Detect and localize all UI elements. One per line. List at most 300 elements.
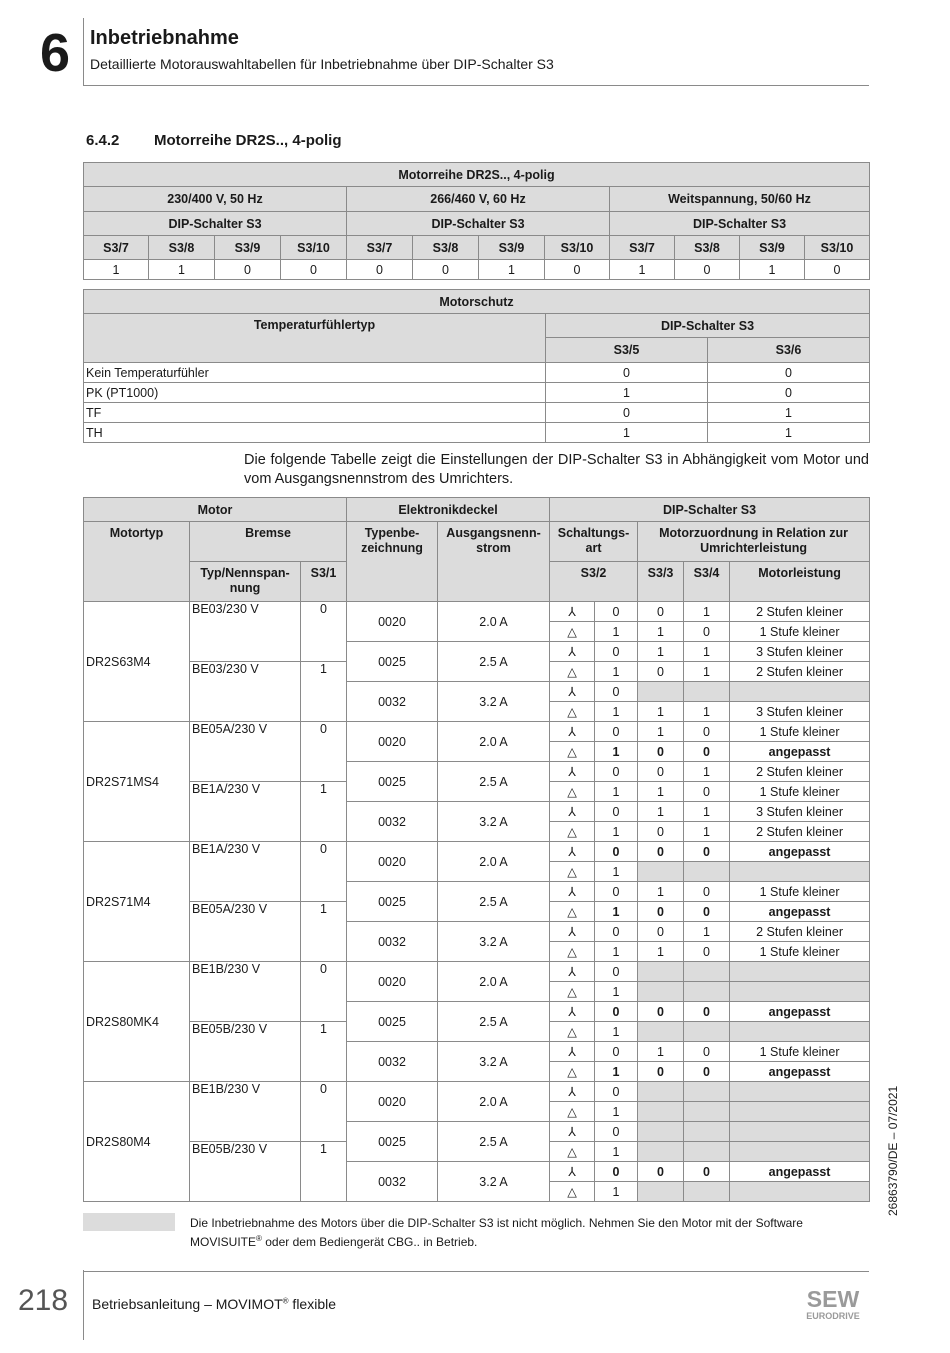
s32-cell: 0 [595,922,638,942]
s33-cell: 1 [638,942,684,962]
value-cell: 0 [347,260,413,280]
col-header: S3/10 [281,236,347,260]
star-connection-icon: ⅄ [550,1002,595,1022]
value-cell: 0 [708,383,870,403]
delta-connection-icon: △ [550,902,595,922]
motorschutz-title: Motorschutz [84,290,870,314]
intro-paragraph: Die folgende Tabelle zeigt die Einstellungen der DIP-Schalter S3 in Abhängigkeit vom Motor und vom Ausgangsnennstrom des Umrichters. [244,452,869,487]
logo-sub: EURODRIVE [806,1311,860,1321]
motorleistung-cell [730,1102,870,1122]
brake-type-cell: BE03/230 V [190,662,301,722]
value-cell: 0 [708,363,870,383]
value-cell: 0 [281,260,347,280]
registered-mark: ® [256,1234,262,1243]
motorleistung-cell: angepasst [730,902,870,922]
motorleistung-cell: 2 Stufen kleiner [730,602,870,622]
s31-header: S3/1 [301,562,347,602]
s32-cell: 0 [595,602,638,622]
motorleistung-cell [730,1182,870,1202]
motorleistung-cell: 1 Stufe kleiner [730,782,870,802]
s32-cell: 0 [595,762,638,782]
ausgangsstrom-cell: 3.2 A [438,802,550,842]
group-header: 230/400 V, 50 Hz [84,187,347,212]
motorleistung-cell: 2 Stufen kleiner [730,762,870,782]
delta-connection-icon: △ [550,862,595,882]
s32-cell: 1 [595,702,638,722]
note-text-b: oder dem Bediengerät CBG.. in Betrieb. [261,1235,478,1249]
s34-cell: 1 [684,662,730,682]
delta-connection-icon: △ [550,622,595,642]
s33-cell [638,1022,684,1042]
s32-cell: 0 [595,842,638,862]
ausgangsstrom-cell: 2.5 A [438,642,550,682]
ausgangsstrom-cell: 2.0 A [438,962,550,1002]
s32-cell: 0 [595,1082,638,1102]
section-title: Motorreihe DR2S.., 4-polig [154,132,342,149]
motor-selection-table [83,497,870,1202]
s32-cell: 1 [595,942,638,962]
s33-cell: 1 [638,722,684,742]
s32-cell: 0 [595,1002,638,1022]
typenbezeichnung-cell: 0025 [347,882,438,922]
delta-connection-icon: △ [550,1022,595,1042]
col-header: S3/5 [546,338,708,363]
s32-cell: 1 [595,862,638,882]
temp-type-cell: PK (PT1000) [84,383,546,403]
s34-cell [684,862,730,882]
ausgangsstrom-cell: 2.5 A [438,882,550,922]
delta-connection-icon: △ [550,942,595,962]
s34-cell: 0 [684,942,730,962]
s33-cell [638,1102,684,1122]
logo-word: SEW [806,1286,860,1312]
typenbezeichnung-cell: 0020 [347,722,438,762]
s34-cell: 0 [684,782,730,802]
section-number: 6.4.2 [86,132,120,149]
ausgangsstrom-header: Ausgangsnenn- strom [438,522,550,602]
chapter-subtitle: Detaillierte Motorauswahltabellen für Inbetriebnahme über DIP-Schalter S3 [90,56,554,72]
s34-cell: 0 [684,902,730,922]
footer-divider [83,1270,84,1340]
s31-cell: 1 [301,1142,347,1202]
ausgangsstrom-cell: 3.2 A [438,682,550,722]
brake-type-cell: BE05A/230 V [190,902,301,962]
value-cell: 1 [610,260,675,280]
value-cell: 1 [84,260,149,280]
motorleistung-cell: angepasst [730,1002,870,1022]
star-connection-icon: ⅄ [550,762,595,782]
s32-cell: 0 [595,1122,638,1142]
col-header: S3/8 [149,236,215,260]
col-header: S3/9 [740,236,805,260]
s32-cell: 0 [595,962,638,982]
s33-cell: 0 [638,1062,684,1082]
col-header: S3/7 [347,236,413,260]
motorleistung-cell [730,982,870,1002]
header-rule [83,85,869,86]
s32-cell: 0 [595,802,638,822]
typenbezeichnung-cell: 0032 [347,1042,438,1082]
motorleistung-cell: 3 Stufen kleiner [730,702,870,722]
s32-cell: 0 [595,1162,638,1182]
s32-cell: 0 [595,682,638,702]
dip-group-header: DIP-Schalter S3 [550,498,870,522]
typenbezeichnung-cell: 0032 [347,802,438,842]
s33-cell: 1 [638,802,684,822]
s34-cell: 0 [684,1042,730,1062]
delta-connection-icon: △ [550,1182,595,1202]
s33-cell: 0 [638,902,684,922]
motorleistung-cell: 2 Stufen kleiner [730,822,870,842]
s34-cell: 1 [684,642,730,662]
group-header: Weitspannung, 50/60 Hz [610,187,870,212]
zuordnung-header: Motorzuordnung in Relation zur Umrichterleistung [638,522,870,562]
s33-cell: 0 [638,742,684,762]
s34-cell: 0 [684,1062,730,1082]
s32-cell: 1 [595,1102,638,1122]
s33-cell: 0 [638,762,684,782]
col-header: S3/8 [413,236,479,260]
s34-cell [684,982,730,1002]
s31-cell: 0 [301,1082,347,1142]
s31-cell: 1 [301,662,347,722]
ausgangsstrom-cell: 2.5 A [438,1002,550,1042]
s32-cell: 1 [595,1142,638,1162]
s31-cell: 0 [301,842,347,902]
typenbezeichnung-cell: 0032 [347,922,438,962]
s32-cell: 1 [595,822,638,842]
star-connection-icon: ⅄ [550,1042,595,1062]
temp-type-cell: TH [84,423,546,443]
motorleistung-cell [730,1022,870,1042]
footer-text-a: Betriebsanleitung – MOVIMOT [92,1296,283,1312]
value-cell: 1 [708,423,870,443]
motorleistung-header: Motorleistung [730,562,870,602]
star-connection-icon: ⅄ [550,1162,595,1182]
document-id: 26863790/DE – 07/2021 [886,1085,900,1216]
s32-cell: 0 [595,882,638,902]
motor-type-cell: DR2S63M4 [84,602,190,722]
value-cell: 1 [740,260,805,280]
motorleistung-cell [730,1082,870,1102]
note-text [190,1216,870,1250]
motor-selection-rows [84,602,870,1202]
s32-cell: 0 [595,722,638,742]
s32-cell: 1 [595,1022,638,1042]
motorleistung-cell: 3 Stufen kleiner [730,802,870,822]
value-cell: 0 [546,403,708,423]
typ-nennspannung-header: Typ/Nennspan- nung [190,562,301,602]
schaltungsart-header: Schaltungs- art [550,522,638,562]
typenbezeichnung-cell: 0020 [347,602,438,642]
ausgangsstrom-cell: 3.2 A [438,1162,550,1202]
s34-cell: 1 [684,702,730,722]
s34-cell [684,1142,730,1162]
header-divider [83,18,84,86]
brake-type-cell: BE05B/230 V [190,1142,301,1202]
star-connection-icon: ⅄ [550,602,595,622]
s32-cell: 1 [595,1062,638,1082]
typenbezeichnung-cell: 0020 [347,962,438,1002]
motorleistung-cell: 1 Stufe kleiner [730,1042,870,1062]
registered-mark: ® [282,1296,289,1306]
motorleistung-cell: 1 Stufe kleiner [730,622,870,642]
s34-cell: 1 [684,602,730,622]
value-cell: 1 [546,383,708,403]
footer-rule [83,1271,869,1272]
page-number: 218 [18,1284,69,1317]
star-connection-icon: ⅄ [550,1122,595,1142]
motorleistung-cell [730,1122,870,1142]
s32-cell: 1 [595,1182,638,1202]
typenbezeichnung-cell: 0020 [347,842,438,882]
temp-type-cell: TF [84,403,546,423]
ausgangsstrom-cell: 2.0 A [438,602,550,642]
voltage-table [83,162,870,280]
col-header: S3/6 [708,338,870,363]
brake-type-cell: BE1A/230 V [190,842,301,902]
table-row [84,722,870,742]
typenbezeichnung-cell: 0025 [347,1002,438,1042]
s33-cell: 1 [638,782,684,802]
motorschutz-table [83,289,870,443]
brake-type-cell: BE03/230 V [190,602,301,662]
delta-connection-icon: △ [550,1102,595,1122]
s33-cell: 0 [638,602,684,622]
delta-connection-icon: △ [550,782,595,802]
s33-header: S3/3 [638,562,684,602]
temp-type-header: Temperaturfühlertyp [84,314,546,363]
table-row [84,383,870,403]
brake-type-cell: BE05A/230 V [190,722,301,782]
col-header: S3/9 [215,236,281,260]
delta-connection-icon: △ [550,982,595,1002]
s33-cell: 0 [638,922,684,942]
s34-cell: 1 [684,822,730,842]
delta-connection-icon: △ [550,1142,595,1162]
s32-cell: 0 [595,642,638,662]
s34-cell: 1 [684,762,730,782]
ausgangsstrom-cell: 2.0 A [438,722,550,762]
motor-type-cell: DR2S80MK4 [84,962,190,1082]
typenbezeichnung-cell: 0032 [347,1162,438,1202]
motorleistung-cell [730,962,870,982]
s33-cell [638,1142,684,1162]
s31-cell: 0 [301,962,347,1022]
delta-connection-icon: △ [550,662,595,682]
section-heading [86,132,342,149]
s34-cell: 0 [684,742,730,762]
ausgangsstrom-cell: 2.0 A [438,842,550,882]
motorleistung-cell [730,682,870,702]
value-cell: 0 [805,260,870,280]
s34-cell [684,1182,730,1202]
s34-cell: 1 [684,922,730,942]
motor-type-cell: DR2S71MS4 [84,722,190,842]
s34-header: S3/4 [684,562,730,602]
ausgangsstrom-cell: 2.0 A [438,1082,550,1122]
star-connection-icon: ⅄ [550,962,595,982]
ausgangsstrom-cell: 3.2 A [438,922,550,962]
dip-header: DIP-Schalter S3 [546,314,870,338]
s33-cell: 1 [638,1042,684,1062]
s34-cell: 0 [684,1002,730,1022]
motorleistung-cell: angepasst [730,1062,870,1082]
dip-header: DIP-Schalter S3 [84,212,347,236]
motortyp-header: Motortyp [84,522,190,602]
star-connection-icon: ⅄ [550,842,595,862]
s33-cell: 0 [638,662,684,682]
typenbezeichnung-cell: 0032 [347,682,438,722]
star-connection-icon: ⅄ [550,882,595,902]
deckel-group-header: Elektronikdeckel [347,498,550,522]
s32-cell: 1 [595,742,638,762]
motorschutz-rows [84,363,870,443]
chapter-title: Inbetriebnahme [90,27,239,49]
col-header: S3/8 [675,236,740,260]
s34-cell [684,1082,730,1102]
brake-type-cell: BE1A/230 V [190,782,301,842]
footer-text-b: flexible [288,1296,337,1312]
s33-cell: 0 [638,1162,684,1182]
value-cell: 1 [708,403,870,423]
table-row [84,962,870,982]
motor-type-cell: DR2S71M4 [84,842,190,962]
s32-cell: 1 [595,982,638,1002]
value-cell: 0 [675,260,740,280]
s34-cell: 0 [684,1162,730,1182]
motorleistung-cell: angepasst [730,1162,870,1182]
motorleistung-cell: 1 Stufe kleiner [730,942,870,962]
s33-cell [638,1182,684,1202]
s34-cell: 0 [684,622,730,642]
s33-cell: 0 [638,1002,684,1022]
s32-cell: 1 [595,902,638,922]
s33-cell: 0 [638,842,684,862]
value-cell: 0 [215,260,281,280]
table-row [84,1082,870,1102]
s33-cell [638,862,684,882]
chapter-number: 6 [40,23,71,83]
motorleistung-cell [730,862,870,882]
s31-cell: 1 [301,782,347,842]
value-cell: 1 [149,260,215,280]
motorleistung-cell: 1 Stufe kleiner [730,722,870,742]
sew-eurodrive-logo [798,1286,868,1322]
voltage-table-title: Motorreihe DR2S.., 4-polig [84,163,870,187]
motorleistung-cell [730,1142,870,1162]
bremse-header: Bremse [190,522,347,562]
motorleistung-cell: angepasst [730,742,870,762]
delta-connection-icon: △ [550,742,595,762]
delta-connection-icon: △ [550,702,595,722]
s34-cell [684,1122,730,1142]
star-connection-icon: ⅄ [550,642,595,662]
motor-group-header: Motor [84,498,347,522]
table-row [84,602,870,622]
s32-cell: 1 [595,662,638,682]
s34-cell [684,682,730,702]
s34-cell: 1 [684,802,730,822]
delta-connection-icon: △ [550,822,595,842]
typenbezeichnung-cell: 0025 [347,642,438,682]
typenbezeichnung-cell: 0025 [347,762,438,802]
star-connection-icon: ⅄ [550,722,595,742]
star-connection-icon: ⅄ [550,802,595,822]
star-connection-icon: ⅄ [550,1082,595,1102]
note-text-a: Die Inbetriebnahme des Motors über die DIP-Schalter S3 ist nicht möglich. Nehmen Sie den Motor mit der Software MOVISUITE [190,1216,803,1249]
s34-cell [684,1102,730,1122]
star-connection-icon: ⅄ [550,922,595,942]
note-legend-swatch [83,1213,175,1231]
s33-cell [638,1082,684,1102]
col-header: S3/10 [805,236,870,260]
s33-cell: 1 [638,622,684,642]
col-header: S3/9 [479,236,545,260]
value-cell: 1 [546,423,708,443]
motorleistung-cell: angepasst [730,842,870,862]
s33-cell: 1 [638,702,684,722]
s34-cell: 0 [684,842,730,862]
s31-cell: 0 [301,722,347,782]
value-cell: 0 [545,260,610,280]
group-header: 266/460 V, 60 Hz [347,187,610,212]
footer-text [92,1296,336,1312]
col-header: S3/10 [545,236,610,260]
s34-cell: 0 [684,722,730,742]
s34-cell: 0 [684,882,730,902]
value-cell: 1 [479,260,545,280]
s32-header: S3/2 [550,562,638,602]
ausgangsstrom-cell: 2.5 A [438,1122,550,1162]
typenbezeichnung-cell: 0020 [347,1082,438,1122]
value-cell: 0 [546,363,708,383]
col-header: S3/7 [610,236,675,260]
ausgangsstrom-cell: 3.2 A [438,1042,550,1082]
dip-header: DIP-Schalter S3 [347,212,610,236]
brake-type-cell: BE1B/230 V [190,962,301,1022]
s33-cell [638,682,684,702]
s31-cell: 1 [301,1022,347,1082]
s33-cell [638,1122,684,1142]
s33-cell [638,962,684,982]
table-row [84,363,870,383]
star-connection-icon: ⅄ [550,682,595,702]
brake-type-cell: BE1B/230 V [190,1082,301,1142]
s33-cell: 1 [638,642,684,662]
motorleistung-cell: 1 Stufe kleiner [730,882,870,902]
s32-cell: 1 [595,782,638,802]
motorleistung-cell: 3 Stufen kleiner [730,642,870,662]
motorleistung-cell: 2 Stufen kleiner [730,662,870,682]
motor-type-cell: DR2S80M4 [84,1082,190,1202]
s32-cell: 0 [595,1042,638,1062]
s34-cell [684,962,730,982]
value-cell: 0 [413,260,479,280]
s33-cell: 1 [638,882,684,902]
dip-header: DIP-Schalter S3 [610,212,870,236]
typenbezeichnung-cell: 0025 [347,1122,438,1162]
table-row [84,842,870,862]
col-header: S3/7 [84,236,149,260]
table-row [84,403,870,423]
table-row [84,423,870,443]
temp-type-cell: Kein Temperaturfühler [84,363,546,383]
s33-cell [638,982,684,1002]
s32-cell: 1 [595,622,638,642]
s31-cell: 0 [301,602,347,662]
motorleistung-cell: 2 Stufen kleiner [730,922,870,942]
